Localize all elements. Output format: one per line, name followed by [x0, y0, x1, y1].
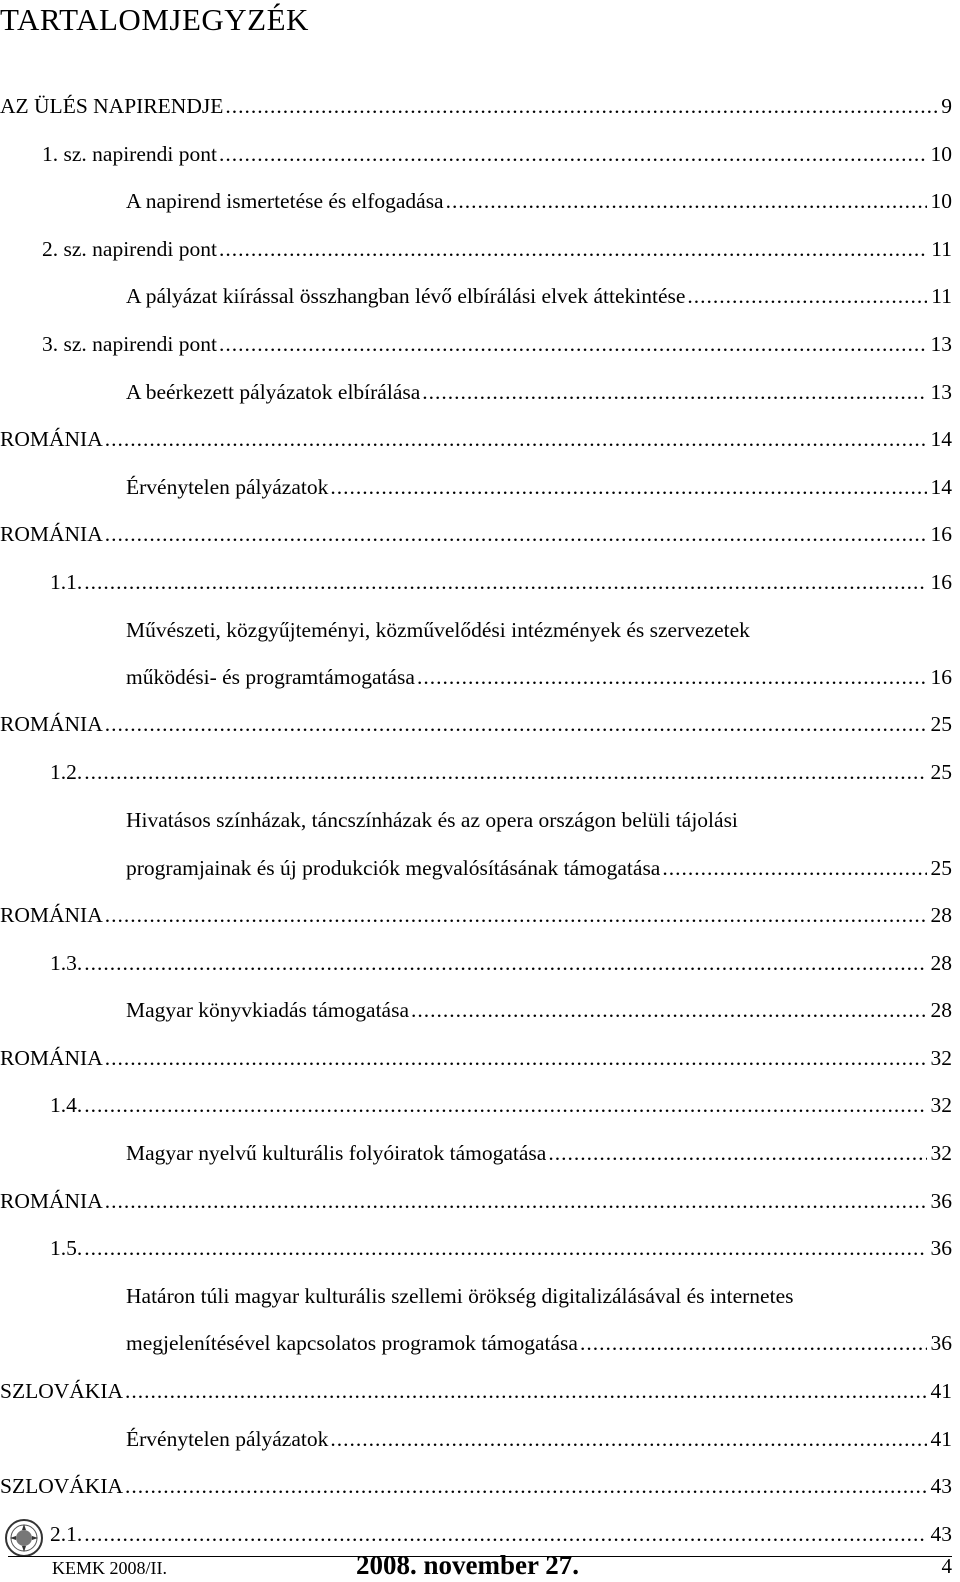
toc-entry-text: 2.1. — [50, 1522, 83, 1546]
toc-entry-text-line1: Hivatásos színházak, táncszínházak és az opera országon belüli tájolási — [126, 808, 738, 832]
toc-entry-text: A napirend ismertetése és elfogadása — [126, 189, 444, 213]
toc-page-number: 10 — [930, 189, 952, 213]
toc-entry[interactable] — [0, 710, 952, 738]
toc-entry[interactable] — [126, 996, 952, 1024]
toc-entry-text: A pályázat kiírással összhangban lévő elbírálási elvek áttekintése — [126, 284, 686, 308]
toc-entry[interactable] — [126, 187, 952, 215]
toc-leader — [330, 473, 926, 501]
toc-leader — [84, 1091, 926, 1119]
toc-leader — [84, 568, 926, 596]
toc-page-number: 25 — [930, 712, 952, 736]
toc-page-number: 43 — [930, 1474, 952, 1498]
toc-page-number: 25 — [930, 856, 952, 880]
toc-entry[interactable] — [0, 425, 952, 453]
toc-page-number: 41 — [930, 1379, 952, 1403]
toc-entry-text: ROMÁNIA — [0, 1189, 103, 1213]
toc-leader — [580, 1329, 927, 1357]
toc-leader — [219, 330, 927, 358]
toc-page-number: 28 — [930, 951, 952, 975]
toc-entry-text: AZ ÜLÉS NAPIRENDJE — [0, 94, 224, 118]
toc-page-number: 16 — [930, 665, 952, 689]
footer-document-code: KEMK 2008/II. — [52, 1558, 167, 1578]
toc-leader — [105, 710, 927, 738]
toc-entry[interactable] — [50, 949, 952, 977]
toc-page-number: 32 — [930, 1046, 952, 1070]
toc-page-number: 9 — [941, 94, 952, 118]
toc-entry-text: 3. sz. napirendi pont — [42, 332, 217, 356]
toc-entry-text-line1: Művészeti, közgyűjteményi, közművelődési intézmények és szervezetek — [126, 618, 750, 642]
toc-entry[interactable] — [42, 330, 952, 358]
toc-page-number: 32 — [930, 1141, 952, 1165]
toc-entry[interactable] — [126, 378, 952, 406]
toc-leader — [687, 282, 927, 310]
toc-page-number: 25 — [930, 760, 952, 784]
toc-entry-text: Magyar nyelvű kulturális folyóiratok támogatása — [126, 1141, 547, 1165]
toc-entry-text: 1.3. — [50, 951, 83, 975]
toc-entry-text: SZLOVÁKIA — [0, 1474, 124, 1498]
toc-leader — [125, 1472, 926, 1500]
toc-entry-text: ROMÁNIA — [0, 903, 103, 927]
toc-leader — [84, 758, 926, 786]
footer-page-number: 4 — [941, 1554, 952, 1578]
toc-leader — [330, 1425, 926, 1453]
toc-leader — [446, 187, 927, 215]
page-title: TARTALOMJEGYZÉK — [0, 2, 309, 37]
toc-entry-text: 1.5. — [50, 1236, 83, 1260]
toc-entry[interactable] — [0, 901, 952, 929]
toc-entry[interactable] — [0, 1187, 952, 1215]
toc-page-number: 32 — [930, 1093, 952, 1117]
footer-date: 2008. november 27. — [356, 1550, 579, 1580]
toc-page-number: 36 — [930, 1331, 952, 1355]
toc-entry[interactable] — [42, 235, 952, 263]
toc-page-number: 10 — [930, 142, 952, 166]
toc-page-number: 28 — [930, 998, 952, 1022]
toc-leader — [84, 1520, 926, 1548]
toc-leader — [105, 425, 927, 453]
toc-entry-text: Magyar könyvkiadás támogatása — [126, 998, 409, 1022]
toc-page-number: 16 — [930, 522, 952, 546]
toc-entry-text: ROMÁNIA — [0, 712, 103, 736]
toc-page-number: 14 — [930, 475, 952, 499]
toc-entry-text: programjainak és új produkciók megvalósításának támogatása — [126, 856, 661, 880]
toc-page-number: 41 — [930, 1427, 952, 1451]
seal-logo-icon — [4, 1518, 44, 1558]
toc-leader — [84, 1234, 926, 1262]
toc-entry[interactable] — [126, 282, 952, 310]
toc-page-number: 11 — [931, 284, 952, 308]
toc-entry[interactable] — [0, 1044, 952, 1072]
toc-entry[interactable] — [50, 1234, 952, 1262]
toc-page-number: 13 — [930, 380, 952, 404]
toc-leader — [105, 1187, 927, 1215]
toc-entry[interactable] — [126, 1329, 952, 1357]
toc-leader — [219, 235, 927, 263]
toc-entry-text-line1: Határon túli magyar kulturális szellemi örökség digitalizálásával és internetes — [126, 1284, 794, 1308]
toc-page-number: 43 — [930, 1522, 952, 1546]
toc-entry[interactable] — [50, 1091, 952, 1119]
toc-entry[interactable] — [0, 1377, 952, 1405]
toc-leader — [125, 1377, 926, 1405]
toc-leader — [411, 996, 927, 1024]
toc-entry[interactable] — [50, 1520, 952, 1548]
toc-entry[interactable] — [126, 854, 952, 882]
toc-entry-text: megjelenítésével kapcsolatos programok támogatása — [126, 1331, 578, 1355]
toc-leader — [662, 854, 926, 882]
toc-page-number: 14 — [930, 427, 952, 451]
toc-page-number: 28 — [930, 903, 952, 927]
toc-leader — [219, 140, 927, 168]
toc-leader — [105, 901, 927, 929]
toc-entry-text: ROMÁNIA — [0, 1046, 103, 1070]
toc-page-number: 13 — [930, 332, 952, 356]
toc-entry[interactable] — [126, 663, 952, 691]
toc-entry[interactable] — [0, 1472, 952, 1500]
toc-entry-text: 1.2. — [50, 760, 83, 784]
toc-leader — [225, 92, 937, 120]
toc-entry[interactable] — [50, 758, 952, 786]
toc-entry-text: 1.4. — [50, 1093, 83, 1117]
toc-entry-text: Érvénytelen pályázatok — [126, 475, 329, 499]
toc-leader — [105, 520, 927, 548]
toc-page-number: 36 — [930, 1236, 952, 1260]
toc-entry-text: 2. sz. napirendi pont — [42, 237, 217, 261]
toc-page-number: 16 — [930, 570, 952, 594]
toc-entry[interactable] — [50, 568, 952, 596]
toc-entry-text: ROMÁNIA — [0, 522, 103, 546]
toc-entry-text: 1. sz. napirendi pont — [42, 142, 217, 166]
toc-entry-text: ROMÁNIA — [0, 427, 103, 451]
toc-leader — [548, 1139, 926, 1167]
toc-entry-text: működési- és programtámogatása — [126, 665, 415, 689]
toc-entry-text: 1.1. — [50, 570, 83, 594]
toc-page-number: 36 — [930, 1189, 952, 1213]
toc-leader — [422, 378, 926, 406]
toc-entry[interactable] — [126, 473, 952, 501]
toc-entry[interactable] — [0, 520, 952, 548]
toc-entry[interactable] — [42, 140, 952, 168]
toc-entry-text: Érvénytelen pályázatok — [126, 1427, 329, 1451]
toc-leader — [417, 663, 927, 691]
toc-entry-text: A beérkezett pályázatok elbírálása — [126, 380, 421, 404]
toc-entry[interactable] — [0, 92, 952, 120]
toc-entry-text: SZLOVÁKIA — [0, 1379, 124, 1403]
toc-leader — [105, 1044, 927, 1072]
toc-entry[interactable] — [126, 1139, 952, 1167]
toc-page-number: 11 — [931, 237, 952, 261]
toc-entry[interactable] — [126, 1425, 952, 1453]
toc-leader — [84, 949, 926, 977]
